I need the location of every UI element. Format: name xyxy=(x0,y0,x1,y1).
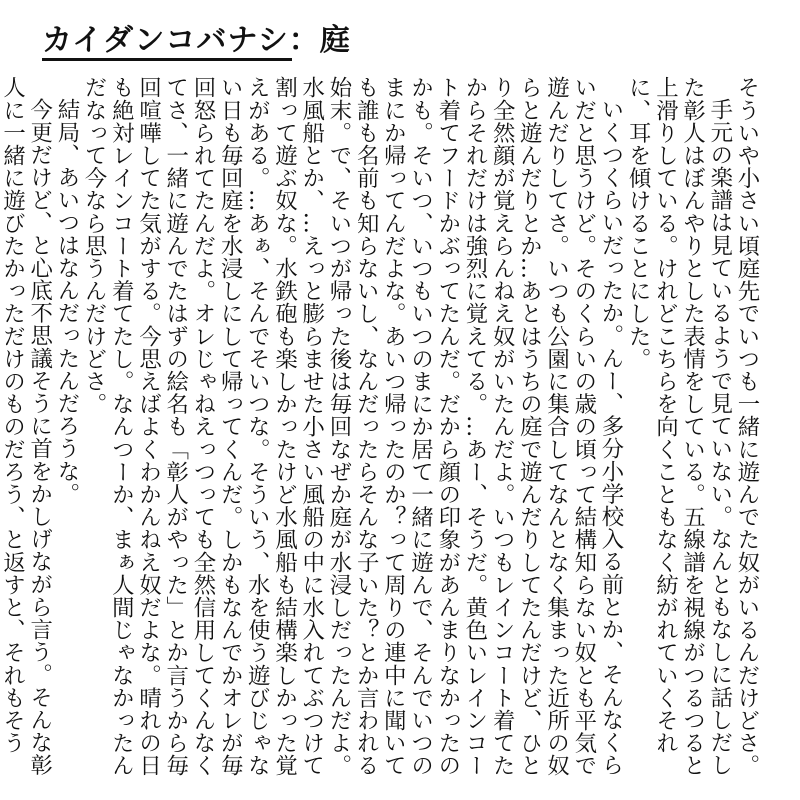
paragraph-closing: 今更だけど、と心底不思議そうに首をかしげながら言う。そんな彰人に一緒に遊びたかっただけのものだろう、と返すと、それもそう xyxy=(0,76,53,777)
title-underline xyxy=(42,58,292,61)
paragraph-opening: そういや小さい頃庭先でいつも一緒に遊んでた奴がいるんだけどさ。 xyxy=(734,76,760,777)
paragraph-question: 結局、あいつはなんだったんだろうな。 xyxy=(53,98,80,506)
paragraph-narration: 手元の楽譜は見ているようで見ていない。なんともなしに話しだした彰人はぼんやりとした表情をしている。五線譜を視線がつるつると上滑りしている。けれどこちらを向くこともなく紡がれていくそれに、耳を傾けることにした。 xyxy=(625,76,733,777)
page-title: カイダンコバナシ：庭 xyxy=(42,23,351,58)
paragraph-story: いくつくらいだったか。んー、多分小学校入る前とか、そんなくらいだと思うけど。そのくらいの歳の頃って結構知らない奴とも平気で遊んだりしてさ。いつも公園に集合してなんとなく集まった近所の奴らと遊んだりとか…あとはうちの庭で遊んだりしてたんだけど、ひとり全然顔が覚えらんねえ奴がいたんだよ。いつもレインコート着てたからそれだけは強烈に覚えてる。…あー、そうだ。黄色いレインコート着てフードかぶってたんだ。だから顔の印象があんまりなかったのかも。そいつ、いつもいつのまにか居て一緒に遊んで、そんでいつのまにか帰ってんだよな。あいつ帰ったのか？って周りの連中に聞いても誰も名前も知らないし、なんだったらそんな子いた？とか言われる始末。で、そいつが帰った後は毎回なぜか庭が水浸しだったんだよ。水風船とか、…えっと膨らませた小さい風船の中に水入れてぶつけて割って遊ぶ奴な。水鉄砲も楽しかったけど水風船も結構楽しかった覚えがある。…あぁ、そんでそいつな。そういう、水を使う遊びじゃない日も毎回庭を水浸しにして帰ってくんだ。しかもなんでかオレが毎回怒られてたんだよ。オレじゃねえっつっても全然信用してくんなくてさ、一緒に遊んでたはずの絵名も「彰人がやった」とか言うから毎回喧嘩してた気がする。今思えばよくわかんねえ奴だよな。晴れの日も絶対レインコート着てたし。なんつーか、まぁ人間じゃなかったんだなって今なら思うんだけどさ。 xyxy=(81,76,624,777)
title-block xyxy=(42,18,351,58)
story-body xyxy=(0,76,760,786)
